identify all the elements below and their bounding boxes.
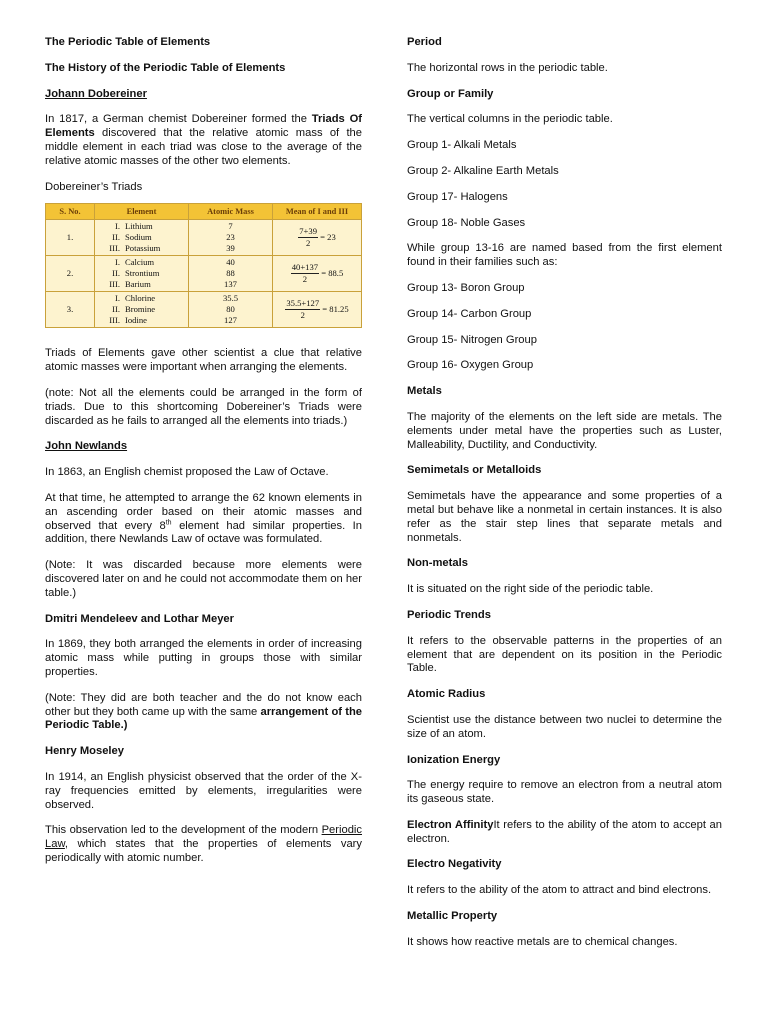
element-name: Iodine — [125, 315, 147, 326]
group-13: Group 13- Boron Group — [407, 281, 525, 294]
mass-value: 127 — [224, 315, 237, 326]
heading-electro-negativity: Electro Negativity — [407, 858, 502, 871]
element-name: Bromine — [125, 304, 156, 315]
table-row — [46, 220, 362, 256]
text-span: This observation led to the development of the modern — [45, 824, 322, 837]
left-column — [45, 36, 362, 878]
roman-numeral: I. — [114, 221, 120, 232]
heading-mendeleev: Dmitri Mendeleev and Lothar Meyer — [45, 612, 234, 625]
group-18: Group 18- Noble Gases — [407, 216, 526, 229]
text-span: It refers to the ability of the atom to accept an electron. — [407, 818, 722, 845]
header-mean: Mean of I and III — [273, 204, 362, 220]
mass-value: 35.5 — [222, 293, 239, 304]
mean-fraction — [291, 262, 319, 285]
para-mendeleev-note — [45, 692, 362, 733]
cell-masses — [189, 220, 273, 256]
mass-value: 7 — [228, 221, 233, 232]
para-ionization-energy: The energy require to remove an electron from a neutral atom its gaseous state. — [407, 779, 722, 806]
bold-triads: Triads Of Elements — [45, 113, 363, 140]
cell-sno: 1. — [46, 220, 95, 256]
para-semimetals: Semimetals have the appearance and some properties of a metal but behave like a nonmetal in certain instances. It is also refer as the stair step lines that separate metals and nonmetals. — [407, 490, 722, 544]
mass-value: 40 — [226, 257, 235, 268]
doc-subtitle: The History of the Periodic Table of Elements — [45, 61, 286, 74]
dobereiner-triads-table — [45, 203, 362, 328]
mass-value: 23 — [226, 232, 235, 243]
right-column — [407, 36, 722, 962]
text-span: , which states that the properties of elements vary periodically with atomic number. — [45, 838, 362, 864]
table-header-row — [46, 204, 362, 220]
group-15: Group 15- Nitrogen Group — [407, 333, 537, 346]
group-14: Group 14- Carbon Group — [407, 307, 532, 320]
header-atomic-mass: Atomic Mass — [189, 204, 273, 220]
mean-fraction — [285, 298, 320, 321]
text-span: discovered that the relative atomic mass of the middle element in each triad was close to the average of the relative atomic masses of the other two elements. — [45, 127, 362, 167]
para-electron-affinity — [407, 819, 722, 847]
para-moseley-2 — [45, 824, 362, 865]
heading-electron-affinity: Electron Affinity — [407, 818, 494, 831]
roman-numeral: III. — [109, 315, 120, 326]
fraction-denominator: 2 — [305, 238, 311, 249]
mean-value: = 23 — [320, 232, 336, 243]
roman-numeral: II. — [112, 268, 120, 279]
table-row — [46, 256, 362, 292]
fraction-numerator: 7+39 — [299, 226, 317, 237]
para-dobereiner-1 — [45, 113, 362, 168]
element-name: Sodium — [125, 232, 152, 243]
mass-value: 88 — [226, 268, 235, 279]
text-span: element had similar properties. In addition, there Newlands Law of octave was formulated. — [45, 519, 362, 546]
element-name: Calcium — [125, 257, 155, 268]
fraction-numerator: 35.5+127 — [286, 298, 320, 309]
fraction-denominator: 2 — [300, 310, 305, 321]
para-atomic-radius: Scientist use the distance between two nuclei to determine the size of an atom. — [407, 713, 722, 740]
heading-dobereiner: Johann Dobereiner — [45, 87, 147, 100]
mass-value: 39 — [226, 243, 235, 254]
para-newlands-1: In 1863, an English chemist proposed the Law of Octave. — [45, 466, 329, 479]
bold-text: arrangement of the Periodic Table.) — [45, 705, 362, 732]
para-newlands-2 — [45, 492, 362, 547]
mass-value: 137 — [224, 279, 237, 290]
text-span: In 1817, a German chemist Dobereiner formed the — [45, 113, 312, 126]
roman-numeral: II. — [112, 304, 120, 315]
cell-sno: 3. — [46, 292, 95, 328]
text-span: (Note: They did are both teacher and the do not know each other but they both came up with the same — [45, 691, 362, 718]
para-metallic-property: It shows how reactive metals are to chemical changes. — [407, 935, 678, 948]
para-mendeleev-1: In 1869, they both arranged the elements in order of increasing atomic mass while putting in groups those with similar properties. — [45, 638, 362, 678]
doc-title: The Periodic Table of Elements — [45, 36, 211, 48]
para-group: The vertical columns in the periodic table. — [407, 113, 613, 126]
heading-newlands: John Newlands — [45, 440, 128, 453]
para-dobereiner-2: Triads of Elements gave other scientist a clue that relative atomic masses were important when arranging the elements. — [45, 347, 362, 374]
roman-numeral: III. — [109, 243, 120, 254]
superscript: th — [165, 518, 172, 526]
cell-elements — [95, 292, 189, 328]
heading-metallic-property: Metallic Property — [407, 910, 498, 923]
table-caption: Dobereiner’s Triads — [45, 180, 143, 193]
cell-masses — [189, 256, 273, 292]
cell-masses — [189, 292, 273, 328]
para-newlands-note: (Note: It was discarded because more elements were discovered later on and he could not accommodate them on her table.) — [45, 559, 362, 599]
heading-moseley: Henry Moseley — [45, 745, 124, 758]
mass-value: 80 — [226, 304, 235, 315]
heading-semimetals: Semimetals or Metalloids — [407, 464, 542, 477]
para-moseley-1: In 1914, an English physicist observed that the order of the X-ray frequencies emitted by elements, irregularities were observed. — [45, 770, 362, 811]
group-16: Group 16- Oxygen Group — [407, 359, 534, 372]
para-metals: The majority of the elements on the left side are metals. The elements under metal have the properties such as Luster, Malleability, Ductility, and Conductivity. — [407, 410, 722, 451]
cell-sno: 2. — [46, 256, 95, 292]
group-2: Group 2- Alkaline Earth Metals — [407, 164, 559, 177]
fraction-numerator: 40+137 — [291, 262, 319, 273]
mean-value: = 81.25 — [322, 304, 349, 315]
group-1: Group 1- Alkali Metals — [407, 139, 517, 152]
para-electro-negativity: It refers to the ability of the atom to attract and bind electrons. — [407, 884, 712, 897]
roman-numeral: I. — [114, 293, 120, 304]
cell-elements — [95, 256, 189, 292]
mean-value: = 88.5 — [321, 268, 344, 279]
group-17: Group 17- Halogens — [407, 190, 508, 203]
para-nonmetals: It is situated on the right side of the periodic table. — [407, 583, 654, 596]
para-period: The horizontal rows in the periodic table. — [407, 61, 608, 74]
periodic-law-link[interactable]: Periodic Law — [45, 824, 362, 851]
element-name: Lithium — [125, 221, 153, 232]
table-row — [46, 292, 362, 328]
heading-group: Group or Family — [407, 87, 494, 100]
cell-mean — [273, 292, 362, 328]
para-periodic-trends: It refers to the observable patterns in the properties of an element that are dependent on its position in the Periodic Table. — [407, 634, 722, 675]
element-name: Barium — [125, 279, 151, 290]
heading-ionization-energy: Ionization Energy — [407, 753, 501, 766]
heading-periodic-trends: Periodic Trends — [407, 608, 491, 621]
header-sno: S. No. — [46, 204, 95, 220]
roman-numeral: I. — [114, 257, 120, 268]
heading-nonmetals: Non-metals — [407, 557, 468, 570]
text-span: At that time, he attempted to arrange the 62 known elements in an ascending order based on their atomic masses and observed that every 8 — [45, 491, 362, 532]
cell-mean — [273, 220, 362, 256]
element-name: Strontium — [125, 268, 160, 279]
cell-mean — [273, 256, 362, 292]
roman-numeral: II. — [112, 232, 120, 243]
element-name: Chlorine — [125, 293, 156, 304]
para-group-named: While group 13-16 are named based from the first element found in their families such as: — [407, 242, 722, 269]
mean-fraction — [298, 226, 318, 249]
element-name: Potassium — [125, 243, 161, 254]
header-element: Element — [95, 204, 189, 220]
heading-metals: Metals — [407, 385, 442, 398]
heading-atomic-radius: Atomic Radius — [407, 688, 486, 701]
para-dobereiner-note: (note: Not all the elements could be arranged in the form of triads. Due to this shortcoming Dobereiner’s Triads were discarded as he fails to arranged all the elements into triads.) — [45, 386, 362, 427]
heading-period: Period — [407, 36, 442, 48]
roman-numeral: III. — [109, 279, 120, 290]
fraction-denominator: 2 — [302, 274, 308, 285]
cell-elements — [95, 220, 189, 256]
